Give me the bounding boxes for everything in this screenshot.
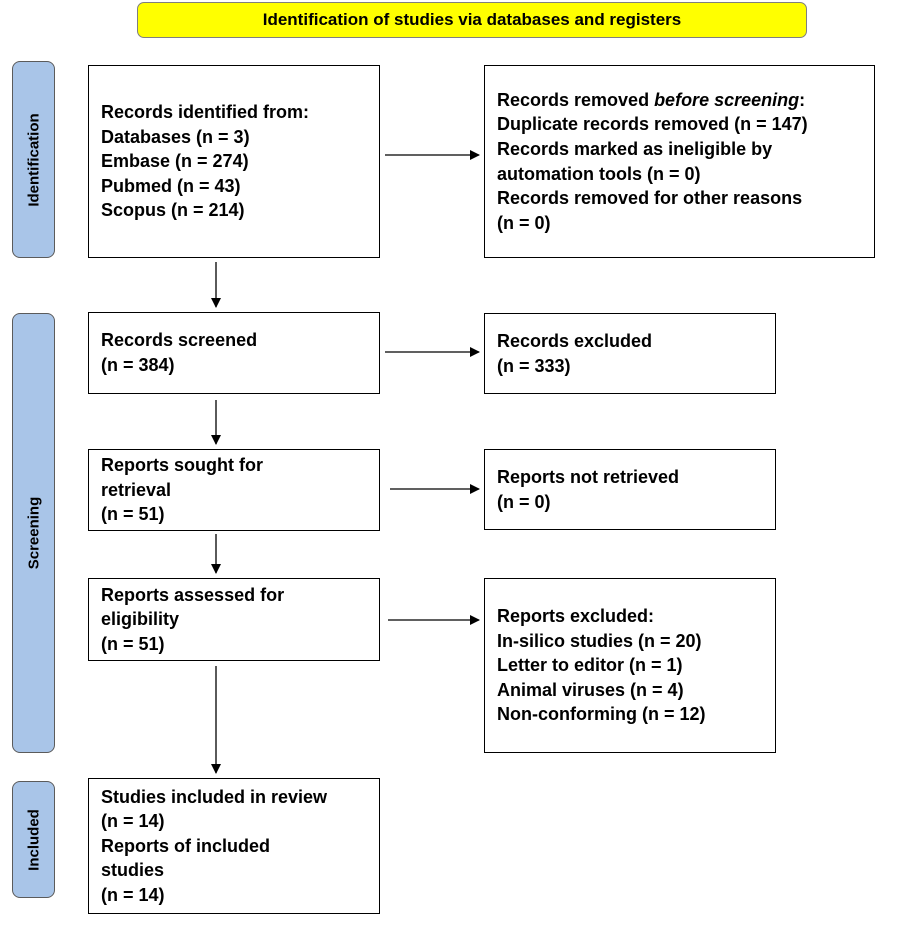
records-screened-count: (n = 384) [101, 355, 175, 375]
reports-included-count: (n = 14) [101, 884, 165, 905]
records-excluded-label: Records excluded [497, 330, 653, 351]
databases-count: Databases (n = 3) [101, 126, 250, 147]
duplicates-removed: Duplicate records removed (n = 147) [497, 114, 808, 135]
studies-included-count: (n = 14) [101, 811, 165, 832]
records-identified-title: Records identified from: [101, 102, 310, 123]
reports-assessed-line2: eligibility [101, 609, 180, 630]
reports-assessed-count: (n = 51) [101, 633, 165, 654]
reports-included-line2: studies [101, 860, 165, 881]
insilico-count: In-silico studies (n = 20) [497, 630, 702, 651]
phase-identification-label: Identification [25, 112, 42, 207]
reports-sought-count: (n = 51) [101, 504, 165, 525]
records-removed-title: Records removed before screening: [497, 89, 806, 110]
animal-viruses-count: Animal viruses (n = 4) [497, 679, 684, 700]
header-banner: Identification of studies via databases and registers [137, 2, 807, 38]
reports-included-line1: Reports of included [101, 835, 271, 856]
reports-not-retrieved-count: (n = 0) [497, 491, 551, 512]
reports-excluded-title: Reports excluded: [497, 606, 655, 627]
studies-included-label: Studies included in review [101, 786, 328, 807]
letter-count: Letter to editor (n = 1) [497, 655, 683, 676]
ineligible-line1: Records marked as ineligible by [497, 138, 773, 159]
reports-assessed-line1: Reports assessed for [101, 584, 285, 605]
embase-count: Embase (n = 274) [101, 151, 249, 172]
nonconforming-count: Non-conforming (n = 12) [497, 704, 706, 725]
phase-screening-label: Screening [25, 496, 42, 570]
other-reasons-line2: (n = 0) [497, 212, 551, 233]
pubmed-count: Pubmed (n = 43) [101, 175, 241, 196]
records-excluded-count: (n = 333) [497, 355, 571, 376]
reports-sought-line1: Reports sought for [101, 455, 263, 476]
reports-sought-line2: retrieval [101, 479, 172, 500]
reports-not-retrieved-label: Reports not retrieved [497, 466, 680, 487]
ineligible-line2: automation tools (n = 0) [497, 163, 701, 184]
other-reasons-line1: Records removed for other reasons [497, 188, 803, 209]
records-screened-label: Records screened [101, 330, 258, 351]
scopus-count: Scopus (n = 214) [101, 200, 245, 221]
phase-included-label: Included [25, 808, 42, 871]
